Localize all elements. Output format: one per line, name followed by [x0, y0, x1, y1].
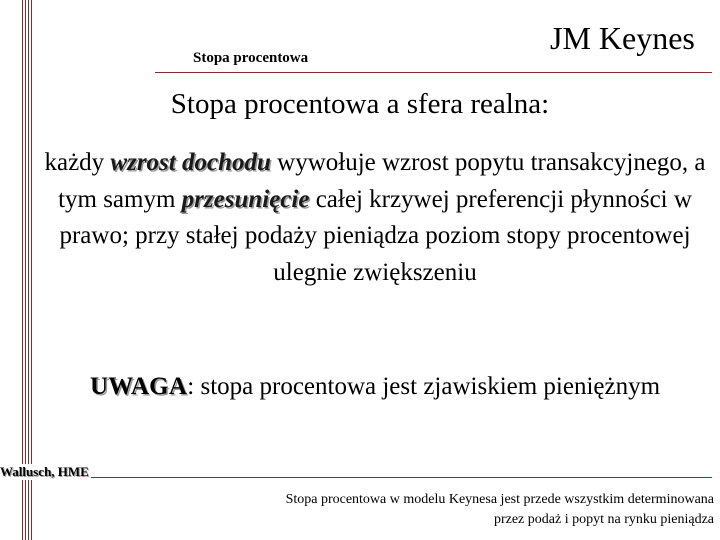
- footer-caption: [134, 490, 714, 530]
- emphasis-income-growth: wzrost dochodu: [110, 149, 271, 176]
- header-section-label: Stopa procentowa: [193, 50, 309, 66]
- decorative-vertical-line-4: [31, 0, 32, 540]
- emphasis-shift: przesunięcie: [181, 185, 310, 213]
- footer-divider: [22, 477, 712, 478]
- note-paragraph: [60, 368, 690, 405]
- footer-caption-line-1: Stopa procentowa w modelu Keynesa jest przede wszystkim determinowana: [285, 492, 714, 507]
- paragraph-text-2: wywołuje wzrost popytu transakcyjnego, a tym samym: [58, 149, 706, 213]
- main-paragraph: [35, 145, 715, 291]
- footer-caption-line-2: przez podaż i popyt na rynku pieniądza: [493, 512, 714, 527]
- decorative-vertical-line-3: [28, 0, 29, 540]
- paragraph-text-1: każdy: [44, 149, 111, 176]
- header-author-label: JM Keynes: [550, 20, 695, 56]
- paragraph-text-3: całej krzywej preferencji płynności w prawo; przy stałej podaży pieniądza poziom stopy procentowej ulegnie zwiększeniu: [59, 185, 692, 286]
- header-divider: [155, 72, 712, 73]
- decorative-vertical-line-2: [25, 0, 26, 540]
- slide-title: Stopa procentowa a sfera realna:: [170, 88, 550, 120]
- note-label: UWAGA: [89, 373, 188, 400]
- note-text: : stopa procentowa jest zjawiskiem pieniężnym: [187, 373, 661, 400]
- footer-author: Wallusch, HME: [0, 464, 89, 479]
- decorative-vertical-line-1: [22, 0, 23, 540]
